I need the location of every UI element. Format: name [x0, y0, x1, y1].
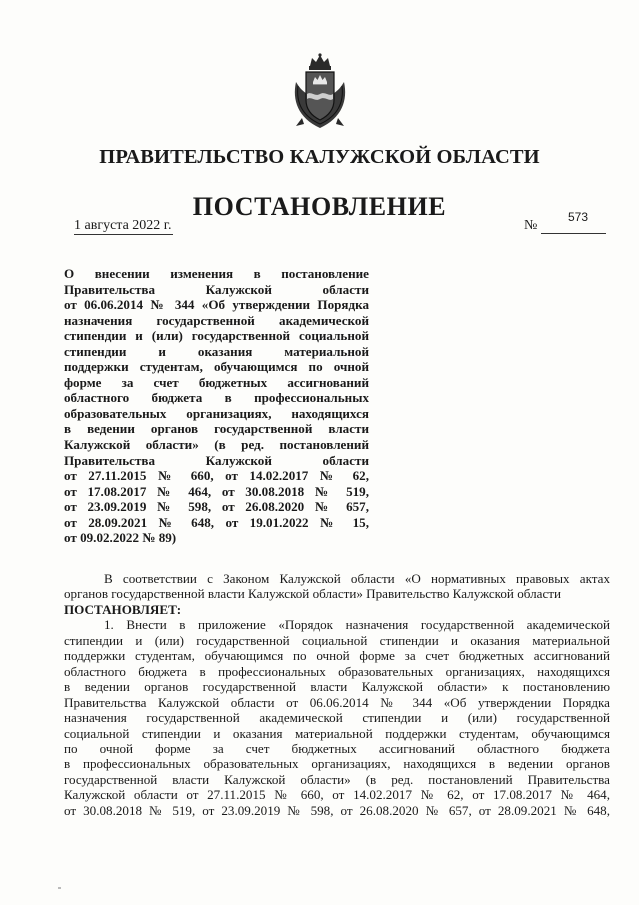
- government-title: ПРАВИТЕЛЬСТВО КАЛУЖСКОЙ ОБЛАСТИ: [99, 146, 540, 168]
- subject-line: от 09.02.2022 № 89): [64, 530, 177, 546]
- item-line: Калужской области от 27.11.2015 № 660, от 14.02.2017 № 62, от 17.08.2017 № 464,: [64, 787, 610, 803]
- subject-line: от 06.06.2014 № 344 «Об утверждении Порядка: [64, 297, 369, 313]
- kaluga-coat-of-arms-icon: [288, 52, 352, 132]
- subject-line: Калужской области» (в ред. постановлений: [64, 437, 369, 453]
- document-number: [524, 210, 608, 234]
- item-line: 1. Внести в приложение «Порядок назначения государственной академической: [104, 617, 610, 633]
- subject-line: поддержки студентам, обучающимся по очной: [64, 359, 369, 375]
- subject-line: образовательных организациях, находящихся: [64, 405, 369, 421]
- subject-line: в ведении органов государственной власти: [64, 421, 369, 437]
- preamble-line: В соответствии с Законом Калужской области «О нормативных правовых актах: [104, 571, 610, 586]
- number-underline: [541, 233, 606, 234]
- item-line: государственной власти Калужской области» (в ред. постановлений Правительства: [64, 771, 610, 787]
- preamble-line: органов государственной власти Калужской области» Правительство Калужской области: [64, 586, 561, 602]
- item-line: в профессиональных образовательных организациях, находящихся в ведении органов: [64, 756, 610, 772]
- subject-line: от 17.08.2017 № 464, от 30.08.2018 № 519,: [64, 483, 369, 499]
- subject-line: стипендии и оказания материальной: [64, 343, 369, 359]
- subject-line: назначения государственной академической: [64, 312, 369, 328]
- item-line: социальной стипендии и оказания материальной поддержки студентам, обучающимся: [64, 725, 610, 741]
- item-line: областного бюджета в профессиональных образовательных организациях, находящихся: [64, 663, 610, 679]
- subject-line: Правительства Калужской области: [64, 452, 369, 468]
- document-date: 1 августа 2022 г.: [74, 218, 172, 233]
- document-type-title: ПОСТАНОВЛЕНИЕ: [192, 192, 447, 221]
- item-line: поддержки студентам, обучающимся по очной форме за счет бюджетных ассигнований: [64, 648, 610, 664]
- item-line: Правительства Калужской области от 06.06.2014 № 344 «Об утверждении Порядка: [64, 694, 610, 710]
- number-sign: №: [524, 218, 538, 233]
- scan-speck: [58, 887, 61, 889]
- item-line: стипендии и (или) государственной социальной стипендии и оказания материальной: [64, 632, 610, 648]
- subject-line: стипендии и (или) государственной социальной: [64, 328, 369, 344]
- subject-line: от 23.09.2019 № 598, от 26.08.2020 № 657,: [64, 499, 369, 515]
- number-value: 573: [568, 210, 589, 224]
- subject-line: от 28.09.2021 № 648, от 19.01.2022 № 15,: [64, 514, 369, 530]
- resolves-heading: ПОСТАНОВЛЯЕТ:: [64, 601, 182, 617]
- item-line: в ведении органов государственной власти Калужской области» к постановлению: [64, 679, 610, 695]
- subject-line: Правительства Калужской области: [64, 281, 369, 297]
- subject-line: от 27.11.2015 № 660, от 14.02.2017 № 62,: [64, 468, 369, 484]
- subject-line: О внесении изменения в постановление: [64, 266, 369, 281]
- document-subject: [64, 266, 369, 546]
- item-line: от 30.08.2018 № 519, от 23.09.2019 № 598, от 26.08.2020 № 657, от 28.09.2021 № 648,: [64, 802, 610, 818]
- subject-line: областного бюджета в профессиональных: [64, 390, 369, 406]
- item-line: назначения государственной академической стипендии и (или) государственной: [64, 710, 610, 726]
- subject-line: форме за счет бюджетных ассигнований: [64, 374, 369, 390]
- item-line: по очной форме за счет бюджетных ассигнований областного бюджета: [64, 740, 610, 756]
- document-body: [64, 571, 610, 818]
